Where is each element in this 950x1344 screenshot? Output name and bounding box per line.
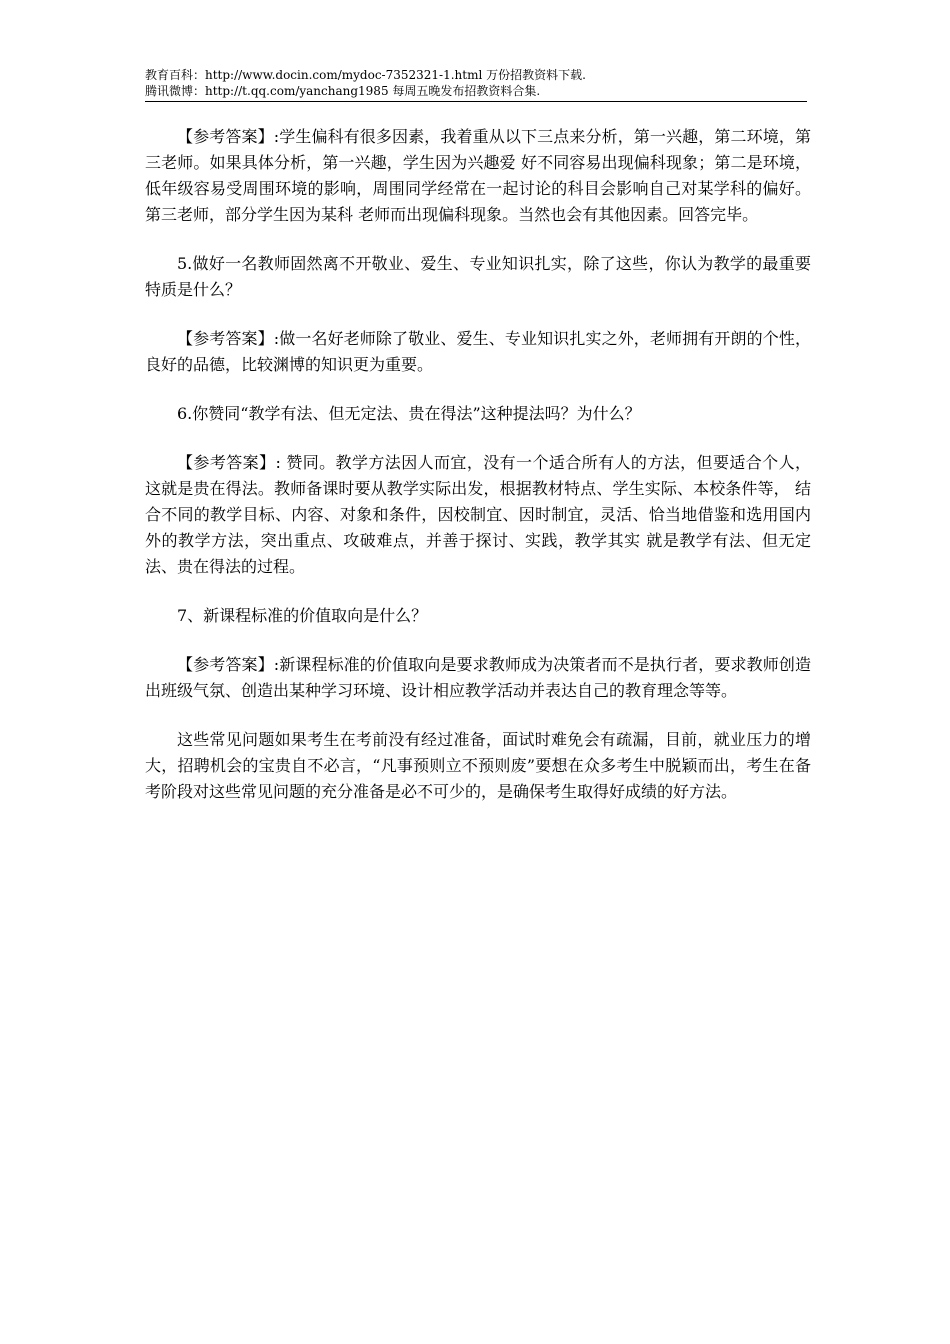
question-paragraph: 5.做好一名教师固然离不开敬业、爱生、专业知识扎实，除了这些，你认为教学的最重要特质是什么？ <box>145 254 811 299</box>
header-line-weibo: 腾讯微博：http://t.qq.com/yanchang1985 每周五晚发布招教资料合集. <box>145 84 541 98</box>
question-paragraph: 6.你赞同“教学有法、但无定法、贵在得法”这种提法吗？为什么？ <box>177 404 641 423</box>
question-paragraph: 7、新课程标准的价值取向是什么？ <box>177 606 428 625</box>
answer-paragraph: 【参考答案】: 赞同。教学方法因人而宜，没有一个适合所有人的方法，但要适合个人，这就是贵在得法。教师备课时要从教学实际出发，根据教材特点、学生实际、本校条件等， 结合不同的教学目标、内容、对象和条件，因校制宜、因时制宜，灵活、恰当地借鉴和选用国内外的教学方法，突出重点、攻破难点，并善于探讨、实践，教学其实 就是教学有法、但无定法、贵在得法的过程。 <box>145 453 811 576</box>
page-header <box>145 67 807 102</box>
answer-paragraph: 【参考答案】:学生偏科有很多因素，我着重从以下三点来分析，第一兴趣，第二环境，第三老师。如果具体分析，第一兴趣，学生因为兴趣爱 好不同容易出现偏科现象；第二是环境，低年级容易受周围环境的影响，周围同学经常在一起讨论的科目会影响自己对某学科的偏好。第三老师，部分学生因为某科 老师而出现偏科现象。当然也会有其他因素。回答完毕。 <box>145 127 811 224</box>
header-line-docin: 教育百科：http://www.docin.com/mydoc-7352321-1.html 万份招教资料下载. <box>145 68 586 82</box>
conclusion-paragraph: 这些常见问题如果考生在考前没有经过准备，面试时难免会有疏漏，目前，就业压力的增大，招聘机会的宝贵自不必言，“凡事预则立不预则废”要想在众多考生中脱颖而出，考生在备考阶段对这些常见问题的充分准备是必不可少的，是确保考生取得好成绩的好方法。 <box>145 730 811 801</box>
answer-paragraph: 【参考答案】:新课程标准的价值取向是要求教师成为决策者而不是执行者，要求教师创造出班级气氛、创造出某种学习环境、设计相应教学活动并表达自己的教育理念等等。 <box>145 655 811 700</box>
answer-paragraph: 【参考答案】:做一名好老师除了敬业、爱生、专业知识扎实之外，老师拥有开朗的个性，良好的品德，比较渊博的知识更为重要。 <box>145 329 811 374</box>
document-body <box>145 124 811 828</box>
